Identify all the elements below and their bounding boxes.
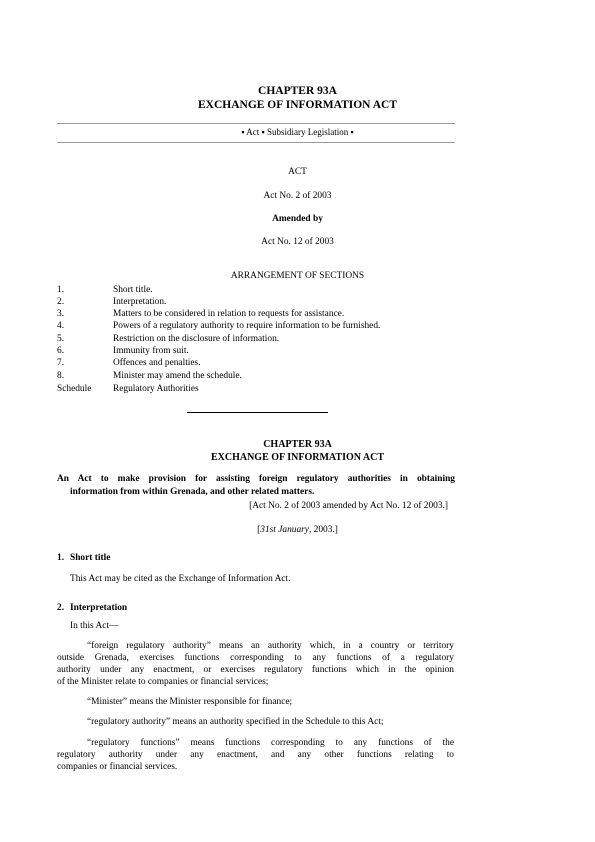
toc-number: 4.	[57, 321, 65, 331]
definition-line: of the Minister relate to companies or financial services;	[57, 677, 269, 687]
toc-number: 1.	[57, 285, 65, 295]
section-title: Interpretation	[70, 603, 128, 613]
toc-item[interactable]	[57, 383, 457, 395]
toc-title: Regulatory Authorities	[113, 384, 199, 394]
toc-title: Short title.	[113, 285, 153, 295]
toc-number: 6.	[57, 346, 65, 356]
commencement-date	[0, 524, 595, 536]
top-rule	[57, 123, 455, 124]
date-italic: 31st January	[260, 525, 309, 535]
section-text: This Act may be cited as the Exchange of Information Act.	[70, 574, 291, 584]
bottom-rule	[57, 142, 455, 143]
body-chapter-heading: CHAPTER 93A	[263, 439, 332, 450]
section-number: 1.	[57, 553, 65, 563]
definition-line: regulatory authority under any enactment, and any other functions relating to	[57, 750, 454, 760]
definition-line: authority under any enactment, or exercises regulatory functions which in the opinion	[57, 665, 454, 675]
toc-item[interactable]	[57, 345, 457, 357]
definition-minister: “Minister” means the Minister responsible for finance;	[87, 697, 293, 707]
definition-regulatory-authority: “regulatory authority” means an authority specified in the Schedule to this Act;	[87, 717, 384, 727]
nav-act-link[interactable]: Act	[246, 127, 260, 137]
toc-title: Offences and penalties.	[113, 358, 201, 368]
amending-act: Act No. 12 of 2003	[261, 237, 334, 247]
toc-item[interactable]	[57, 308, 457, 320]
body-title-heading: EXCHANGE OF INFORMATION ACT	[210, 452, 385, 463]
toc-title: Restriction on the disclosure of information.	[113, 334, 280, 344]
toc-title: Matters to be considered in relation to requests for assistance.	[113, 309, 345, 319]
definition-line: “regulatory functions” means functions corresponding to any functions of the	[87, 738, 454, 748]
act-citation: [Act No. 2 of 2003 amended by Act No. 12 of 2003.]	[249, 501, 448, 511]
definition-line: companies or financial services.	[57, 762, 178, 772]
toc-item[interactable]	[57, 370, 457, 382]
definition-line: “foreign regulatory authority” means an authority which, in a country or territory	[87, 641, 454, 651]
date-year: , 2003.]	[308, 525, 338, 535]
legislation-nav	[0, 127, 595, 139]
toc-number: 5.	[57, 334, 65, 344]
toc-title: Minister may amend the schedule.	[113, 371, 242, 381]
toc-number: 8.	[57, 371, 65, 381]
section-number: 2.	[57, 603, 65, 613]
toc-number: Schedule	[57, 384, 92, 394]
arrangement-heading: ARRANGEMENT OF SECTIONS	[230, 271, 365, 281]
toc-item[interactable]	[57, 333, 457, 345]
toc-item[interactable]	[57, 284, 457, 296]
long-title-line: information from within Grenada, and other related matters.	[70, 487, 315, 497]
chapter-heading: CHAPTER 93A	[258, 85, 337, 97]
section-title: Short title	[70, 553, 111, 563]
section-separator	[187, 412, 328, 413]
date-bracket: [	[257, 525, 261, 535]
act-number: Act No. 2 of 2003	[263, 191, 332, 201]
toc-number: 7.	[57, 358, 65, 368]
act-title-heading: EXCHANGE OF INFORMATION ACT	[197, 99, 398, 111]
toc-item[interactable]	[57, 320, 457, 332]
section-intro: In this Act—	[70, 621, 119, 631]
toc-title: Powers of a regulatory authority to require information to be furnished.	[113, 321, 381, 331]
long-title-line: An Act to make provision for assisting foreign regulatory authorities in obtaining	[57, 474, 455, 484]
amended-by-label: Amended by	[272, 214, 323, 224]
nav-bullet: ▪	[261, 127, 265, 137]
toc-item[interactable]	[57, 296, 457, 308]
toc-number: 3.	[57, 309, 65, 319]
toc-number: 2.	[57, 297, 65, 307]
nav-bullet: ▪	[241, 127, 245, 137]
toc-item[interactable]	[57, 357, 457, 369]
toc-title: Immunity from suit.	[113, 346, 189, 356]
toc-title: Interpretation.	[113, 297, 167, 307]
nav-subsidiary-legislation-link[interactable]: Subsidiary Legislation	[266, 127, 349, 137]
act-heading: ACT	[288, 167, 307, 177]
nav-bullet: ▪	[350, 127, 354, 137]
definition-line: outside Grenada, exercises functions corresponding to any functions of a regulatory	[57, 653, 454, 663]
